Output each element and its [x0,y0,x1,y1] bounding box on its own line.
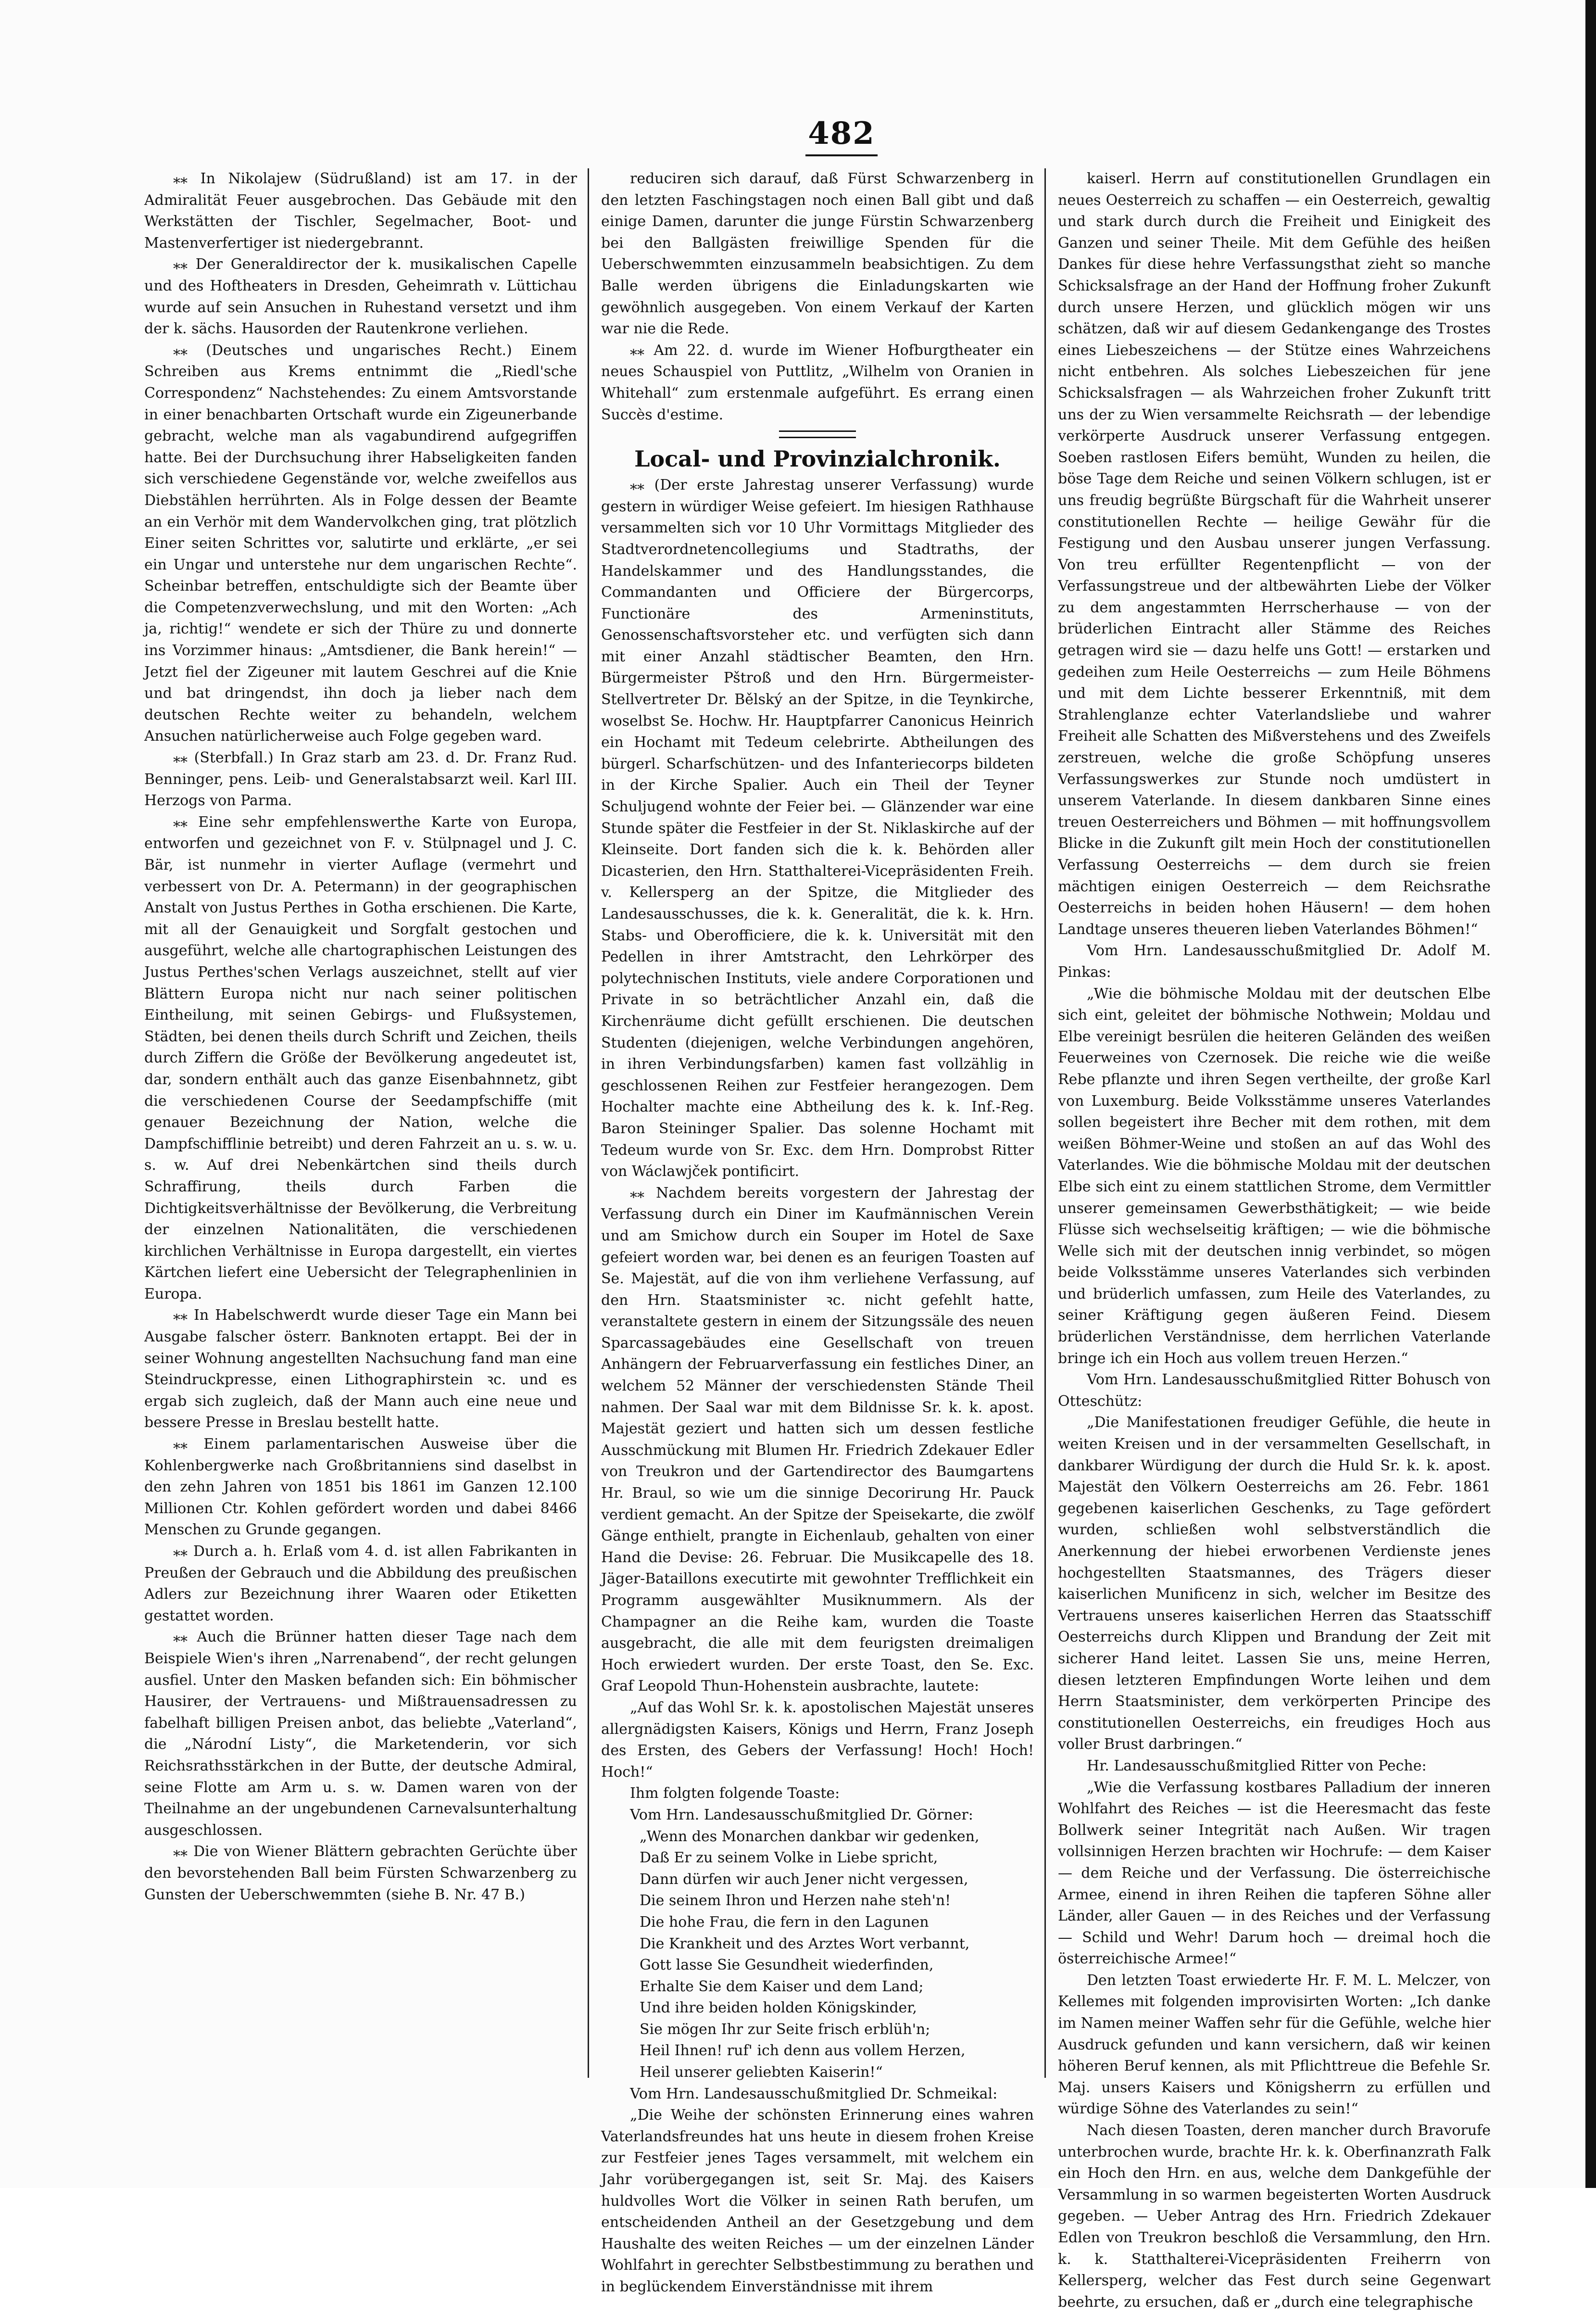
news-item: ⁎⁎ In Nikolajew (Südrußland) ist am 17. in der Admiralität Feuer ausgebrochen. Das Gebäude mit den Werkstätten der Tischler, Segelmacher, Boot- und Mastenverfertiger ist niedergebrannt. [144,170,577,252]
news-item: ⁎⁎ Durch a. h. Erlaß vom 4. d. ist allen Fabrikanten in Preußen der Gebrauch und die Abbildung des preußischen Adlers zur Bezeichnung ihrer Waaren oder Etiketten gestattet worden. [144,1543,577,1624]
news-item: ⁎⁎ Nachdem bereits vorgestern der Jahrestag der Verfassung durch ein Diner im Kaufmännischen Verein und am Smichow durch ein Souper im Hotel de Saxe gefeiert worden war, bei denen es an feurigen Toasten auf Se. Majestät, auf die von ihm verliehene Verfassung, auf den Hrn. Staatsminister ꝛc. nicht gefehlt hatte, veranstaltete gestern in einem der Sitzungssäle des neuen Sparcassagebäudes eine Gesellschaft von treuen Anhängern der Februarverfassung ein festliches Diner, an welchem 52 Männer der verschiedensten Stände Theil nahmen. Der Saal war mit dem Bildnisse Sr. k. k. apost. Majestät geziert und hatten sich um dessen festliche Ausschmückung mit Blumen Hr. Friedrich Zdekauer Edler von Treukron und der Gartendirector des Baumgartens Hr. Braul, so wie um die sinnige Decorirung Hr. Pauck verdient gemacht. An der Spitze der Speisekarte, die zwölf Gänge enthielt, prangte in Eichenlaub, gehalten von einer Hand die Devise: 26. Februar. Die Musikcapelle des 18. Jäger-Bataillons executirte mit gewohnter Trefflichkeit ein Programm ausgewählter Musiknummern. Als der Champagner an die Reihe kam, wurden die Toaste ausgebracht, die alle mit dem feurigsten dreimaligen Hoch erwiedert wurden. Der erste Toast, den Se. Exc. Graf Leopold Thun-Hohenstein ausbrachte, lautete: [601,1184,1034,1695]
scan-edge-shadow [1585,0,1596,2188]
news-item: ⁎⁎ Einem parlamentarischen Ausweise über die Kohlenbergwerke nach Großbritanniens sind daselbst in den zehn Jahren von 1851 bis 1861 im Ganzen 12.100 Millionen Ctr. Kohlen gefördert worden und dabei 8466 Menschen zu Grunde gegangen. [144,1436,577,1539]
poem-line: Gott lasse Sie Gesundheit wiederfinden, [640,1957,934,1974]
newspaper-page [144,96,1534,2311]
news-item: ⁎⁎ (Deutsches und ungarisches Recht.) Einem Schreiben aus Krems entnimmt die „Riedl'sche Correspondenz“ Nachstehendes: Zu einem Amtsvorstande in einer benachbarten Ortschaft wurde ein Zigeunerbande gebracht, welche man als vagabundirend aufgegriffen hatte. Bei der Durchsuchung ihrer Habseligkeiten fanden sich verschiedene Gegenstände vor, welche zweifellos aus Diebstählen herrührten. Als in Folge dessen der Beamte an ein Verhör mit dem Wandervolkchen ging, trat plötzlich Einer seiten Schrittes vor, salutirte und erklärte, „er sei ein Ungar und unterstehe nur dem ungarischen Rechte“. Scheinbar betreffen, entschuldigte sich der Beamte über die Competenzverwechslung, und mit den Worten: „Ach ja, richtig!“ wendete er sich der Thüre zu und donnerte ins Vorzimmer hinaus: „Amtsdiener, die Bank herein!“ — Jetzt fiel der Zigeuner mit lautem Geschrei auf die Knie und bat dringendst, ihn doch ja lieber nach dem deutschen Rechte weiter zu behandeln, welchem Ansuchen natürlicherweise auch Folge gegeben ward. [144,341,577,745]
news-item: Nach diesen Toasten, deren mancher durch Bravorufe unterbrochen wurde, brachte Hr. k. k. Oberfinanzrath Falk ein Hoch den Hrn. en aus, welche dem Dankgefühle der Versammlung in so warmen begeisterten Worten Ausdruck gegeben. — Ueber Antrag des Hrn. Friedrich Zdekauer Edlen von Treukron beschloß die Versammlung, den Hrn. k. k. Statthalterei-Vicepräsidenten Freiherrn von Kellersperg, welcher das Fest durch seine Gegenwart beehrte, zu ersuchen, daß er „durch eine telegraphische [1058,2122,1491,2311]
toast-text: „Die Manifestationen freudiger Gefühle, die heute in weiten Kreisen und in der versammelten Gesellschaft, in dankbarer Würdigung der durch die Huld Sr. k. k. apost. Majestät den Völkern Oesterreichs am 26. Febr. 1861 gegebenen kaiserlichen Geschenks, zu Tage gefördert wurden, schließen wohl selbstverständlich die Anerkennung der hiebei erworbenen Verdienste jenes hochgestellten Staatsmannes, des Trägers dieser kaiserlichen Munificenz in sich, welcher im Besitze des Vertrauens unseres kaiserlichen Herren das Staatsschiff Oesterreichs durch Klippen und Brandung der Zeit mit sicherer Hand leitet. Lassen Sie uns, meine Herren, diesen letzteren Empfindungen Worte leihen und dem Herrn Staatsminister, dem verkörperten Principe des constitutionellen Oesterreichs, ein freudiges Hoch aus voller Brust darbringen.“ [1058,1414,1491,1753]
news-item: ⁎⁎ Am 22. d. wurde im Wiener Hofburgtheater ein neues Schauspiel von Puttlitz, „Wilhelm von Oranien in Whitehall“ zum erstenmale aufgeführt. Es errang einen Succès d'estime. [601,341,1034,423]
news-item: ⁎⁎ Die von Wiener Blättern gebrachten Gerüchte über den bevorstehenden Ball beim Fürsten Schwarzenberg zu Gunsten der Ueberschwemmten (siehe B. Nr. 47 B.) [144,1843,577,1903]
toast-speaker: Vom Hrn. Landesausschußmitglied Dr. Schmeikal: [630,2085,998,2102]
toast-speaker: Hr. Landesausschußmitglied Ritter von Peche: [1087,1757,1427,1774]
toast-speaker: Vom Hrn. Landesausschußmitglied Dr. Adolf M. Pinkas: [1058,942,1491,981]
section-title: Local- und Provinzialchronik. [634,446,1001,472]
news-item: ⁎⁎ Der Generaldirector der k. musikalischen Capelle und des Hoftheaters in Dresden, Geheimrath v. Lüttichau wurde auf sein Ansuchen in Ruhestand versetzt und ihm der k. sächs. Hausorden der Rautenkrone verliehen. [144,256,577,338]
toast-text: „Die Weihe der schönsten Erinnerung eines wahren Vaterlandsfreundes hat uns heute in diesem frohen Kreise zur Festfeier jenes Tages versammelt, mit welchem ein Jahr vorübergegangen ist, seit Sr. Maj. des Kaisers huldvolles Wort die Völker in seinen Rath berufen, um entscheidenden Antheil an der Gesetzgebung und dem Haushalte des weiten Reiches — um der einzelnen Länder Wohlfahrt in gerechter Selbstbestimmung zu berathen und in beglückendem Einverständnisse mit ihrem [601,2107,1034,2295]
poem-line: Die hohe Frau, die fern in den Lagunen [640,1913,929,1931]
news-item: reduciren sich darauf, daß Fürst Schwarzenberg in den letzten Faschingstagen noch einen Ball gibt und daß einige Damen, darunter die junge Fürstin Schwarzenberg bei den Ballgästen freiwillige Spenden für die Ueberschwemmten einzusammeln beabsichtigen. Zu dem Balle werden übrigens die Einladungskarten wie gewöhnlich ausgegeben. Von einem Verkauf der Karten war nie die Rede. [601,170,1034,338]
poem-line: Heil unserer geliebten Kaiserin!“ [640,2064,883,2081]
column-divider [588,168,589,2078]
news-item: ⁎⁎ (Der erste Jahrestag unserer Verfassung) wurde gestern in würdiger Weise gefeiert. Im hiesigen Rathhause versammelten sich vor 10 Uhr Vormittags Mitglieder des Stadtverordnetencollegiums und Stadtraths, der Handelskammer und des Handlungsstandes, die Commandanten und Officiere der Bürgercorps, Functionäre des Armeninstituts, Genossenschaftsvorsteher etc. und verfügten sich dann mit einer Anzahl städtischer Beamten, den Hrn. Bürgermeister Pštroß und den Hrn. Bürgermeister-Stellvertreter Dr. Bělský an der Spitze, in die Teynkirche, woselbst Se. Hochw. Hr. Hauptpfarrer Canonicus Heinrich ein Hochamt mit Tedeum celebrirte. Abtheilungen des bürgerl. Scharfschützen- und des Infanteriecorps bildeten in der Kirche Spalier. Auch ein Theil der Teyner Schuljugend wohnte der Feier bei. — Glänzender war eine Stunde später die Festfeier in der St. Niklaskirche auf der Kleinseite. Dort fanden sich die k. k. Behörden aller Dicasterien, den Hrn. Statthalterei-Vicepräsidenten Freih. v. Kellersperg an der Spitze, die Mitglieder des Landesausschusses, die k. k. Generalität, die k. k. Hrn. Stabs- und Oberofficiere, die k. k. Universität mit den Pedellen in ihrer Amtstracht, den Lehrkörper des polytechnischen Instituts, viele andere Corporationen und Private in so beträchtlicher Anzahl ein, daß die Kirchenräume dicht gefüllt erschienen. Die deutschen Studenten (diejenigen, welche Verbindungen angehören, in ihren Verbindungsfarben) kamen fast vollzählig in geschlossenen Reihen zur Festfeier herangezogen. Dem Hochalter machte eine Abtheilung des k. k. Inf.-Reg. Baron Steininger Spalier. Das solenne Hochamt mit Tedeum wurde von Sr. Exc. dem Hrn. Domprobst Ritter von Wáclawjček pontificirt. [601,477,1034,1180]
toast-text: „Auf das Wohl Sr. k. k. apostolischen Majestät unseres allergnädigsten Kaisers, Königs und Herrn, Franz Joseph des Ersten, des Gebers der Verfassung! Hoch! Hoch! Hoch!“ [601,1699,1034,1781]
toast-text: kaiserl. Herrn auf constitutionellen Grundlagen ein neues Oesterreich zu schaffen — ein Oesterreich, gewaltig und stark durch durch die Freiheit und Einigkeit des Ganzen und seiner Theile. Mit dem Gefühle des heißen Dankes für diese hehre Verfassungsthat zieht so manche Schicksalsfrage an der Hand der Hoffnung froher Zukunft durch unsere Herzen, und glücklich mögen wir uns schätzen, daß wir auf diesem Gedankengange des Trostes eines Liebeszeichens — der Stütze eines Wahrzeichens nicht entbehren. Als solches Liebeszeichen für jene Schicksalsfragen — als Wahrzeichen froher Zukunft tritt uns der zu Wien versammelte Reichsrath — der lebendige verkörperte Ausdruck unserer Verfassung entgegen. Soeben rastlosen Eifers bemüht, Wunden zu heilen, die böse Tage dem Reiche und seinen Völkern schlugen, ist er uns freudig begrüßte Bürgschaft für die Wahrheit unserer constitutionellen Rechte — heilige Gewähr für die Festigung und den Ausbau unserer jungen Verfassung. Von treu erfüllter Regentenpflicht — von der Verfassungstreue und der altbewährten Liebe der Völker zu dem angestammten Herrscherhause — von der brüderlichen Eintracht aller Stämme des Reiches getragen wird sie — dazu helfe uns Gott! — erstarken und gedeihen zum Heile Oesterreichs — zum Heile Böhmens und mit dem Lichte besserer Erkenntniß, mit dem Strahlenglanze echter Vaterlandsliebe und wahrer Freiheit alle Schatten des Mißverstehens und des Zweifels zerstreuen, welche die große Schöpfung unseres Verfassungswerkes zur Stunde noch umdüstert in unserem Vaterlande. In diesem dankbaren Sinne eines treuen Oesterreichers und Böhmen — mit hoffnungsvollem Blicke in die Zukunft gilt mein Hoch der constitutionellen Verfassung Oesterreichs — dem durch sie freien mächtigen einigen Oesterreich — dem Reichsrathe Oesterreichs in beiden hohen Häusern! — dem hohen Landtage unseres theueren lieben Vaterlandes Böhmen!“ [1058,170,1491,938]
page-number: 482 [784,115,899,156]
news-item: ⁎⁎ (Sterbfall.) In Graz starb am 23. d. Dr. Franz Rud. Benninger, pens. Leib- und Generalstabsarzt weil. Karl III. Herzogs von Parma. [144,749,577,809]
section-separator [779,430,856,438]
poem-line: Sie mögen Ihr zur Seite frisch erblüh'n; [640,2021,930,2038]
toast-speaker: Vom Hrn. Landesausschußmitglied Ritter Bohusch von Otteschütz: [1058,1371,1491,1410]
toast-text: „Wie die böhmische Moldau mit der deutschen Elbe sich eint, geleitet der böhmische Nothwein; Moldau und Elbe vereinigt besrülen die heiteren Geländen des weißen Feuerweines von Czernosek. Die reiche wie die weiße Rebe pflanzte und ihren Segen vertheilte, der große Karl von Luxemburg. Beide Volksstämme unseres Vaterlandes sollen begeistert ihre Becher mit dem rothen, mit dem weißen Böhmer-Weine und stoßen an auf das Wohl des Vaterlandes. Wie die böhmische Moldau mit der deutschen Elbe sich eint zu einem stattlichen Strome, dem Vermittler unserer gemeinsamen Gewerbsthätigkeit; — wie beide Flüsse sich wechselseitig kräftigen; — wie die böhmische Welle sich mit der deutschen innig verbindet, so mögen beide Volksstämme unseres Vaterlandes sich verbinden und brüderlich umfassen, zum Heile des Vaterlandes, zu seiner Kräftigung gegen äußeren Feind. Diesem brüderlichen Verständnisse, dem herrlichen Vaterlande bringe ich ein Hoch aus vollem treuen Herzen.“ [1058,985,1491,1367]
news-item: ⁎⁎ Eine sehr empfehlenswerthe Karte von Europa, entworfen und gezeichnet von F. v. Stülpnagel und J. C. Bär, ist nunmehr in vierter Auflage (vermehrt und verbessert von Dr. A. Petermann) in der geographischen Anstalt von Justus Perthes in Gotha erschienen. Die Karte, mit all der Genauigkeit und Sorgfalt gestochen und ausgeführt, welche alle chartographischen Leistungen des Justus Perthes'schen Verlags auszeichnet, stellt auf vier Blättern Europa nicht nur nach seiner politischen Eintheilung, mit seinen Gebirgs- und Flußsystemen, Städten, bei denen theils durch Schrift und Zeichen, theils durch Ziffern die Größe der Bevölkerung angedeutet ist, dar, sondern enthält auch das ganze Eisenbahnnetz, gibt die verschiedenen Course der Seedampfschiffe (mit genauer Bezeichnung der Nation, welche die Dampfschifflinie betreibt) und deren Fahrzeit an u. s. w. u. s. w. Auf drei Nebenkärtchen sind theils durch Schraffirung, theils durch Farben die Dichtigkeitsverhältnisse der Bevölkerung, die Verbreitung der einzelnen Nationalitäten, die verschiedenen kirchlichen Verhältnisse in Europa dargestellt, ein viertes Kärtchen liefert eine Uebersicht der Telegraphenlinien in Europa. [144,813,577,1302]
poem-line: Die seinem Ihron und Herzen nahe steh'n! [640,1892,951,1909]
news-item: ⁎⁎ Auch die Brünner hatten dieser Tage nach dem Beispiele Wien's ihren „Narrenabend“, der recht gelungen ausfiel. Unter den Masken befanden sich: Ein böhmischer Hausirer, der Vertrauens- und Mißtrauensadressen zu fabelhaft billigen Preisen anbot, das beliebte „Vaterland“, die „Národní Listy“, die Marketenderin, vor sich Reichsrathsstärkchen in der Butte, der deutsche Admiral, seine Flotte am Arm u. s. w. Damen waren von der Theilnahme an der ungebundenen Carnevalsunterhaltung ausgeschlossen. [144,1629,577,1839]
column-3 [1058,168,1491,2311]
column-1 [144,168,577,2078]
poem-line: Die Krankheit und des Arztes Wort verbannt, [640,1935,970,1952]
poem-line: „Wenn des Monarchen dankbar wir gedenken, [640,1828,980,1845]
poem-line: Daß Er zu seinem Volke in Liebe spricht, [640,1849,938,1867]
poem-line: Heil Ihnen! ruf' ich denn aus vollem Herzen, [640,2042,966,2060]
toast-intro: Ihm folgten folgende Toaste: [630,1785,840,1802]
news-item: ⁎⁎ In Habelschwerdt wurde dieser Tage ein Mann bei Ausgabe falscher österr. Banknoten ertappt. Bei der in seiner Wohnung angestellten Nachsuchung fand man eine Steindruckpresse, einen Lithographirstein ꝛc. und es ergab sich zugleich, daß der Mann auch eine neue und bessere Presse in Breslau bestellt hatte. [144,1307,577,1431]
poem-line: Dann dürfen wir auch Jener nicht vergessen, [640,1871,968,1888]
toast-text: „Wie die Verfassung kostbares Palladium der inneren Wohlfahrt des Reiches — ist die Heeresmacht das feste Bollwerk seiner Integrität nach Außen. Wir tragen vollsinnigen Herzen brachten wir Hochrufe: — dem Kaiser — dem Reiche und der Verfassung. Die österreichische Armee, einend in ihren Reihen die tapferen Söhne aller Länder, aller Gauen — in des Reiches und der Verfassung — Schild und Wehr! Darum hoch — dreimal hoch die österreichische Armee!“ [1058,1779,1491,1968]
column-divider [1044,168,1046,2078]
poem-line: Erhalte Sie dem Kaiser und dem Land; [640,1978,924,1995]
toast-speaker: Vom Hrn. Landesausschußmitglied Dr. Görner: [630,1806,973,1823]
poem-line: Und ihre beiden holden Königskinder, [640,1999,917,2017]
column-2 [601,168,1034,2295]
toast-reply: Den letzten Toast erwiederte Hr. F. M. L. Melczer, von Kellemes mit folgenden improvisirten Worten: „Ich danke im Namen meiner Waffen sehr für die Gefühle, welche hier Ausdruck gefunden und kann versichern, daß wir keinen höheren Beruf kennen, als mit Pflichttreue die Befehle Sr. Maj. unsers Kaisers und Königsherrn zu erfüllen und würdige Söhne des Vaterlandes zu sein!“ [1058,1972,1491,2118]
